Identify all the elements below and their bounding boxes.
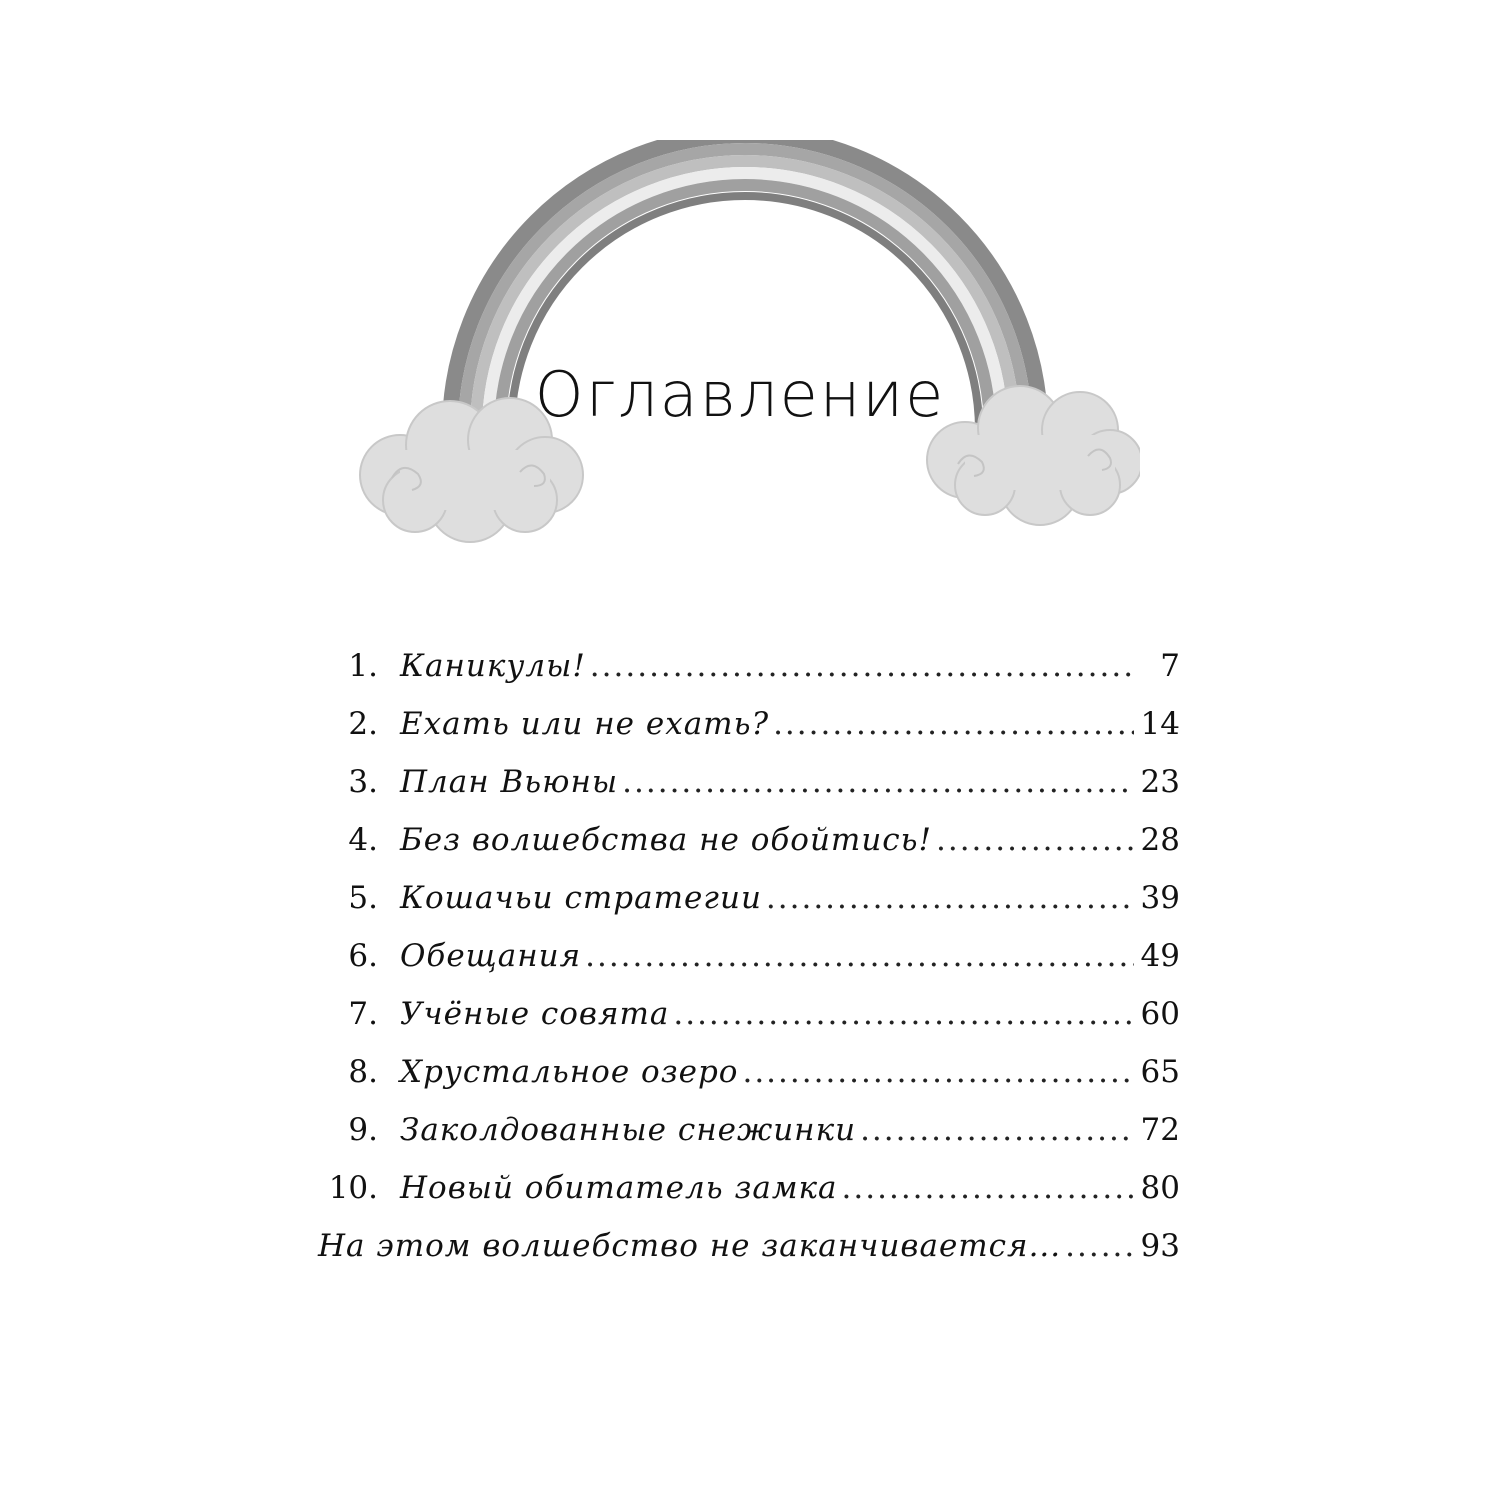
toc-entry-number: 5.: [348, 880, 378, 916]
toc-entry-number: 4.: [348, 822, 378, 858]
toc-entry-page: 7: [1160, 648, 1180, 684]
toc-entry-number: 1.: [348, 648, 378, 684]
toc-entry[interactable]: [300, 927, 1180, 985]
toc-entry[interactable]: [300, 637, 1180, 695]
rainbow-illustration: [340, 140, 1140, 560]
toc-entry-number: 9.: [348, 1112, 378, 1148]
toc-entry-page: 14: [1140, 706, 1180, 742]
toc-entry-number: 8.: [348, 1054, 378, 1090]
toc-entry[interactable]: [300, 1101, 1180, 1159]
toc-entry-page: 65: [1140, 1054, 1180, 1090]
toc-dot-leader: [590, 637, 1134, 695]
toc-entry-page: 49: [1140, 938, 1180, 974]
toc-dot-leader: [860, 1101, 1134, 1159]
toc-entry-page: 80: [1140, 1170, 1180, 1206]
toc-entry-number: 3.: [348, 764, 378, 800]
toc-entry-page: 93: [1140, 1228, 1180, 1264]
toc-entry[interactable]: [300, 1159, 1180, 1217]
toc-entry-title: Ехать или не ехать?: [400, 706, 770, 742]
toc-entry-number: 7.: [348, 996, 378, 1032]
toc-dot-leader: [585, 927, 1134, 985]
toc-entry-page: 28: [1140, 822, 1180, 858]
toc-entry-number: 2.: [348, 706, 378, 742]
toc-entry-title: Учёные совята: [400, 996, 670, 1032]
toc-entry-number: 6.: [348, 938, 378, 974]
toc-entry[interactable]: [300, 869, 1180, 927]
toc-entry-title: На этом волшебство не заканчивается...: [318, 1228, 1062, 1264]
toc-dot-leader: [622, 753, 1134, 811]
toc-entry-title: Заколдованные снежинки: [400, 1112, 857, 1148]
toc-entry-page: 60: [1140, 996, 1180, 1032]
toc-entry-number: 10.: [328, 1170, 378, 1206]
toc-entry-title: План Вьюны: [400, 764, 619, 800]
toc-dot-leader: [766, 869, 1134, 927]
toc-entry[interactable]: [300, 811, 1180, 869]
toc-dot-leader: [673, 985, 1134, 1043]
toc-dot-leader: [742, 1043, 1134, 1101]
toc-entry-title: Обещания: [400, 938, 582, 974]
toc-entry-page: 72: [1140, 1112, 1180, 1148]
toc-entry-title: Кошачьи стратегии: [400, 880, 762, 916]
toc-dot-leader: [1065, 1217, 1134, 1275]
toc-entry-title: Каникулы!: [400, 648, 586, 684]
toc-dot-leader: [842, 1159, 1134, 1217]
page-title: Оглавление: [534, 358, 946, 431]
toc-entry[interactable]: [300, 695, 1180, 753]
toc-entry[interactable]: [300, 753, 1180, 811]
toc-entry-title: Без волшебства не обойтись!: [400, 822, 932, 858]
toc-dot-leader: [773, 695, 1134, 753]
toc-entry-page: 23: [1140, 764, 1180, 800]
toc-entry-title: Новый обитатель замка: [400, 1170, 838, 1206]
toc-entry[interactable]: [300, 985, 1180, 1043]
toc-dot-leader: [936, 811, 1134, 869]
toc-entry-afterword[interactable]: [300, 1217, 1180, 1275]
toc-entry-page: 39: [1140, 880, 1180, 916]
toc-entry[interactable]: [300, 1043, 1180, 1101]
toc-entry-title: Хрустальное озеро: [400, 1054, 739, 1090]
table-of-contents: [300, 637, 1180, 1275]
